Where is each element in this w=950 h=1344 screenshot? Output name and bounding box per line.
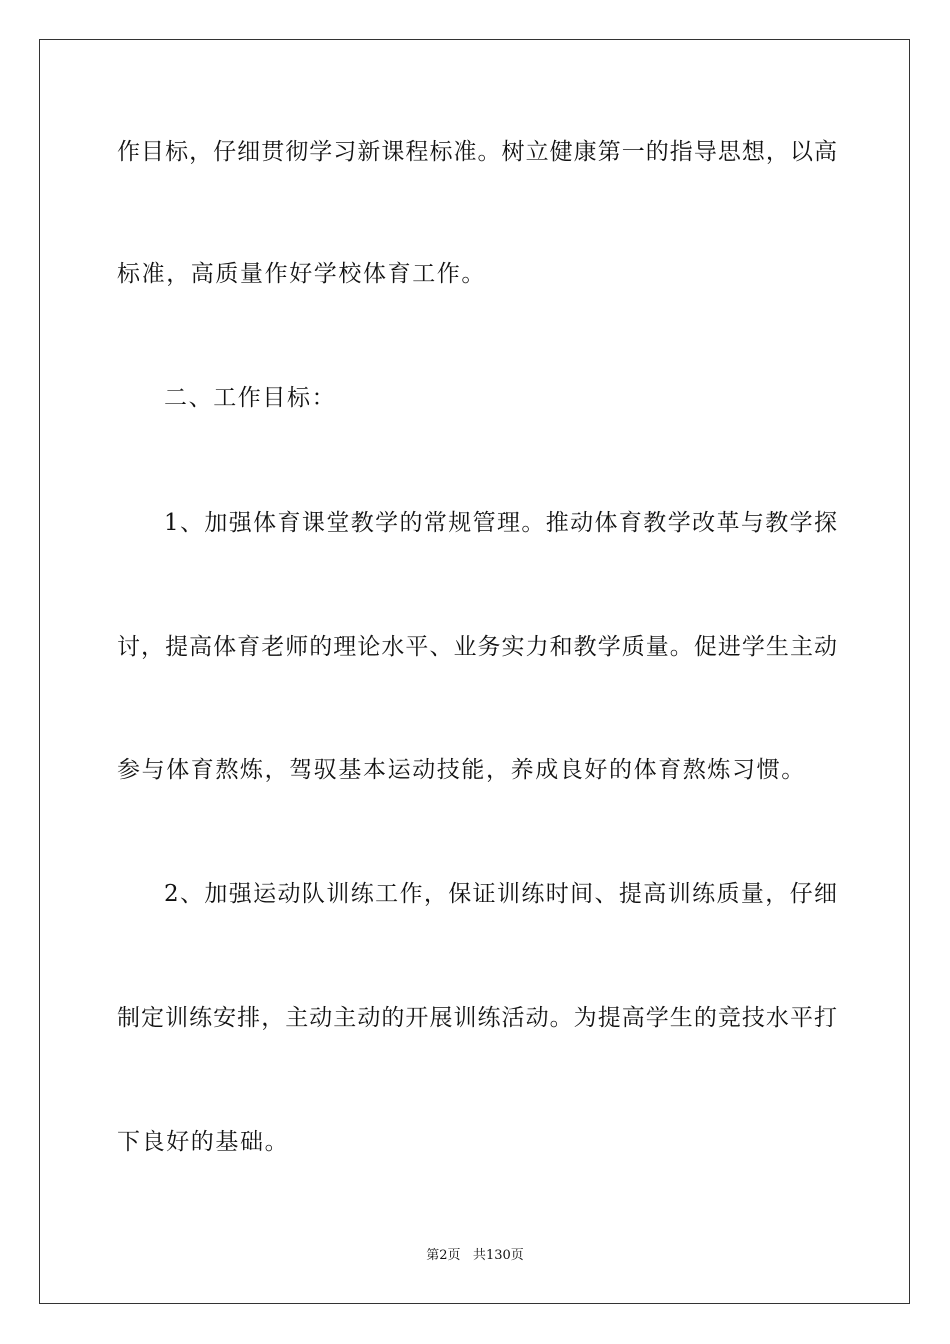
body-text-line-5: 讨，提高体育老师的理论水平、业务实力和教学质量。促进学生主动: [117, 634, 837, 660]
body-text-line-7: 2、加强运动队训练工作，保证训练时间、提高训练质量，仔细: [164, 881, 837, 907]
body-text-line-4: 1、加强体育课堂教学的常规管理。推动体育教学改革与教学探: [164, 510, 837, 536]
footer-page-prefix: 第: [426, 1248, 440, 1263]
body-text-line-8: 制定训练安排，主动主动的开展训练活动。为提高学生的竞技水平打: [117, 1005, 837, 1031]
body-text-line-6: 参与体育熬炼，驾驭基本运动技能，养成良好的体育熬炼习惯。: [117, 757, 806, 783]
body-text-line-2: 标准，高质量作好学校体育工作。: [117, 261, 486, 287]
body-text-line-9: 下良好的基础。: [117, 1129, 290, 1155]
page-footer: [0, 1247, 950, 1265]
footer-total-prefix: 共: [472, 1248, 486, 1263]
page-frame: [39, 39, 910, 1304]
section-heading: 二、工作目标：: [164, 385, 337, 411]
footer-total-suffix: 页: [510, 1248, 524, 1263]
footer-page-number: 2: [439, 1248, 448, 1263]
footer-page-suffix: 页: [447, 1248, 461, 1263]
footer-total-pages: 130: [485, 1248, 511, 1263]
body-text-line-1: 作目标，仔细贯彻学习新课程标准。树立健康第一的指导思想，以高: [117, 139, 837, 165]
